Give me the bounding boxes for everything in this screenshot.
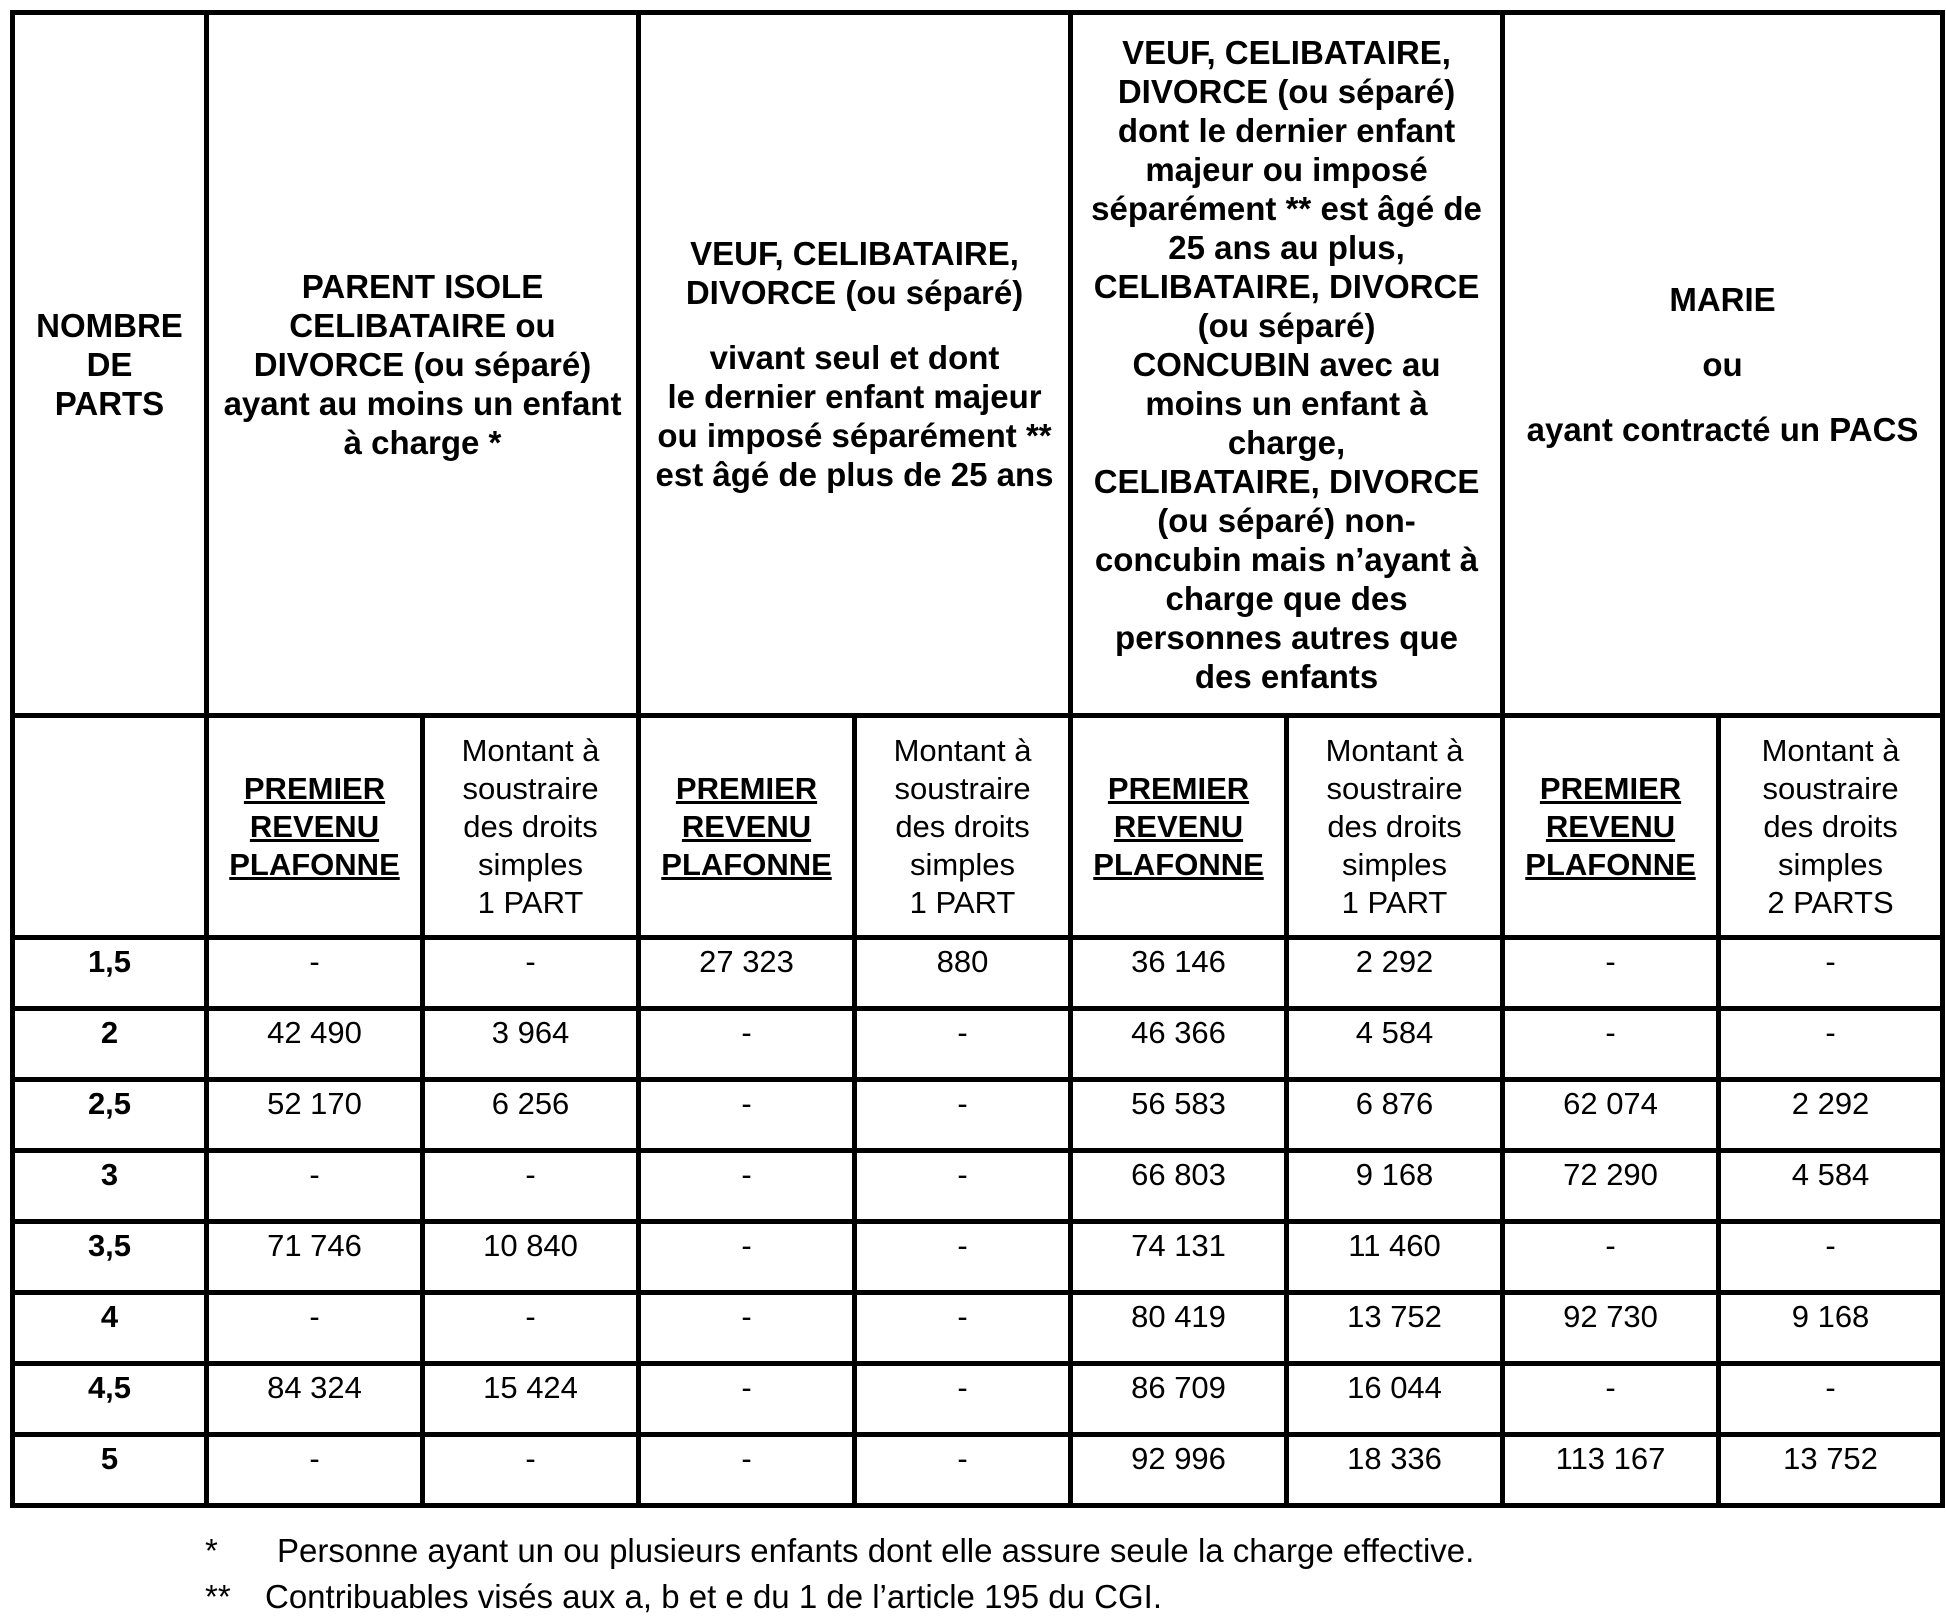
header-nombre-de-parts: NOMBRE DE PARTS (13, 13, 207, 716)
table-cell: - (207, 1435, 423, 1506)
header-line: Montant à (1325, 732, 1464, 768)
header-line: des droits (463, 808, 598, 844)
row-parts-label: 3 (13, 1151, 207, 1222)
header-line: séparément ** est âgé de (1091, 189, 1482, 227)
header-line: soustraire (894, 770, 1031, 806)
header-line: PLAFONNE (1093, 846, 1264, 882)
header-line: PREMIER (1539, 770, 1682, 806)
table-cell: 80 419 (1071, 1293, 1287, 1364)
table-cell: 71 746 (207, 1222, 423, 1293)
table-cell: 6 876 (1287, 1080, 1503, 1151)
header-line: Montant à (461, 732, 600, 768)
table-cell: - (207, 1293, 423, 1364)
table-cell: - (1503, 1222, 1719, 1293)
header-line: REVENU (249, 808, 380, 844)
row-parts-label: 1,5 (13, 938, 207, 1009)
table-cell: - (639, 1293, 855, 1364)
table-cell: 62 074 (1503, 1080, 1719, 1151)
footnotes (205, 1528, 1474, 1620)
header-line: Montant à (893, 732, 1032, 768)
table-cell: 13 752 (1719, 1435, 1943, 1506)
table-cell: - (207, 938, 423, 1009)
header-line: charge, (1227, 423, 1346, 461)
table-cell: 66 803 (1071, 1151, 1287, 1222)
header-line: MARIE (1669, 280, 1776, 318)
header-line: DIVORCE (ou séparé) (253, 345, 592, 383)
table-cell: - (207, 1151, 423, 1222)
table-cell: 13 752 (1287, 1293, 1503, 1364)
subheader-premier-revenu (1503, 716, 1719, 938)
table-cell: - (423, 1293, 639, 1364)
table-cell: 42 490 (207, 1009, 423, 1080)
table-cell: - (639, 1364, 855, 1435)
header-line: ayant contracté un PACS (1526, 410, 1919, 448)
header-line: ou (1702, 345, 1743, 383)
footnote-text: Personne ayant un ou plusieurs enfants dont elle assure seule la charge effective. (277, 1532, 1475, 1569)
row-parts-label: 4 (13, 1293, 207, 1364)
header-line: à charge * (343, 423, 502, 461)
row-parts-label: 3,5 (13, 1222, 207, 1293)
table-cell: 92 730 (1503, 1293, 1719, 1364)
table-cell: - (1503, 938, 1719, 1009)
table-cell: 9 168 (1719, 1293, 1943, 1364)
table-cell: 9 168 (1287, 1151, 1503, 1222)
table-cell: 56 583 (1071, 1080, 1287, 1151)
header-line: 1 PART (477, 884, 584, 920)
header-line: Montant à (1761, 732, 1900, 768)
table-cell: - (1719, 1009, 1943, 1080)
table-row (13, 1151, 1943, 1222)
header-line: soustraire (1762, 770, 1899, 806)
header-line: CELIBATAIRE, DIVORCE (1093, 267, 1480, 305)
table-row (13, 1009, 1943, 1080)
table-cell: - (423, 1151, 639, 1222)
header-line: DIVORCE (ou séparé) (1117, 72, 1456, 110)
table-row (13, 938, 1943, 1009)
header-line: ayant au moins un enfant (223, 384, 622, 422)
subheader-row (13, 716, 1943, 938)
table-cell: - (423, 1435, 639, 1506)
subheader-montant (423, 716, 639, 938)
header-line: 25 ans au plus, (1168, 228, 1405, 266)
header-line: CELIBATAIRE, DIVORCE (1093, 462, 1480, 500)
table-cell: - (639, 1435, 855, 1506)
header-line: le dernier enfant majeur (667, 378, 1042, 415)
header-line: VEUF, CELIBATAIRE, (690, 235, 1019, 272)
header-line: moins un enfant à (1145, 384, 1428, 422)
header-line: REVENU (681, 808, 812, 844)
header-veuf-celibataire-plus-25 (639, 13, 1071, 716)
header-line: CELIBATAIRE ou (289, 306, 556, 344)
table-body (13, 938, 1943, 1506)
table-cell: 18 336 (1287, 1435, 1503, 1506)
header-line: 2 PARTS (1767, 884, 1894, 920)
header-row (13, 13, 1943, 716)
header-line (641, 312, 1068, 338)
table-row (13, 1435, 1943, 1506)
table-cell: 2 292 (1719, 1080, 1943, 1151)
subheader-premier-revenu (639, 716, 855, 938)
header-line: 1 PART (909, 884, 1016, 920)
table-cell: - (1719, 1222, 1943, 1293)
header-line: des droits (1327, 808, 1462, 844)
row-parts-label: 4,5 (13, 1364, 207, 1435)
header-line: charge que des (1165, 579, 1408, 617)
table-cell: 86 709 (1071, 1364, 1287, 1435)
table-cell: 880 (855, 938, 1071, 1009)
header-line: PREMIER (1107, 770, 1250, 806)
header-line: soustraire (1326, 770, 1463, 806)
table-cell: - (855, 1435, 1071, 1506)
table-cell: - (855, 1151, 1071, 1222)
header-line: DIVORCE (ou séparé) (685, 274, 1024, 311)
table-row (13, 1080, 1943, 1151)
table-cell: - (1719, 1364, 1943, 1435)
header-line: REVENU (1113, 808, 1244, 844)
header-line: VEUF, CELIBATAIRE, (1122, 33, 1451, 71)
table-cell: 15 424 (423, 1364, 639, 1435)
table-cell: - (1503, 1009, 1719, 1080)
header-line: PREMIER (675, 770, 818, 806)
header-line: concubin mais n’ayant à (1094, 540, 1479, 578)
subheader-premier-revenu (1071, 716, 1287, 938)
header-line: ou imposé séparément ** (657, 417, 1052, 454)
subheader-empty (13, 716, 207, 938)
header-line: des enfants (1194, 657, 1379, 695)
header-line: des droits (895, 808, 1030, 844)
header-line: dont le dernier enfant (1117, 111, 1456, 149)
table-cell: 10 840 (423, 1222, 639, 1293)
header-line: simples (909, 846, 1016, 882)
table-row (13, 1293, 1943, 1364)
table-cell: - (1719, 938, 1943, 1009)
header-line: PLAFONNE (229, 846, 400, 882)
table-cell: - (1503, 1364, 1719, 1435)
table-cell: 4 584 (1719, 1151, 1943, 1222)
table-cell: 113 167 (1503, 1435, 1719, 1506)
table-cell: - (639, 1151, 855, 1222)
header-line: (ou séparé) non- (1157, 501, 1416, 539)
header-line: 1 PART (1341, 884, 1448, 920)
subheader-montant (855, 716, 1071, 938)
header-line: des droits (1763, 808, 1898, 844)
table-cell: - (423, 938, 639, 1009)
table-cell: - (639, 1222, 855, 1293)
table-cell: 92 996 (1071, 1435, 1287, 1506)
table-cell: 84 324 (207, 1364, 423, 1435)
table-cell: 6 256 (423, 1080, 639, 1151)
table-cell: 16 044 (1287, 1364, 1503, 1435)
subheader-premier-revenu (207, 716, 423, 938)
footnote (205, 1574, 1474, 1620)
row-parts-label: 2 (13, 1009, 207, 1080)
header-line: PLAFONNE (1525, 846, 1696, 882)
table-cell: 36 146 (1071, 938, 1287, 1009)
table-cell: 4 584 (1287, 1009, 1503, 1080)
table-cell: 72 290 (1503, 1151, 1719, 1222)
table-cell: 2 292 (1287, 938, 1503, 1009)
header-line (1505, 384, 1940, 410)
header-parent-isole (207, 13, 639, 716)
header-line: simples (477, 846, 584, 882)
table-cell: 46 366 (1071, 1009, 1287, 1080)
table-cell: 52 170 (207, 1080, 423, 1151)
table-cell: - (639, 1080, 855, 1151)
header-line: simples (1341, 846, 1448, 882)
table-row (13, 1222, 1943, 1293)
header-line: (ou séparé) (1197, 306, 1376, 344)
header-line: vivant seul et dont (709, 339, 1000, 376)
table-cell: - (855, 1222, 1071, 1293)
subheader-montant (1719, 716, 1943, 938)
income-ceiling-table (10, 10, 1945, 1508)
header-marie-pacs (1503, 13, 1943, 716)
table-cell: - (855, 1080, 1071, 1151)
table-cell: 11 460 (1287, 1222, 1503, 1293)
footnote-mark: ** (205, 1578, 231, 1615)
table-cell: 27 323 (639, 938, 855, 1009)
header-line (1505, 319, 1940, 345)
header-line: personnes autres que (1115, 618, 1458, 656)
row-parts-label: 2,5 (13, 1080, 207, 1151)
table-row (13, 1364, 1943, 1435)
header-line: soustraire (462, 770, 599, 806)
table-cell: - (855, 1293, 1071, 1364)
table-cell: 74 131 (1071, 1222, 1287, 1293)
table-cell: - (855, 1364, 1071, 1435)
table-cell: 3 964 (423, 1009, 639, 1080)
header-veuf-celibataire-25-au-plus (1071, 13, 1503, 716)
footnote-text: Contribuables visés aux a, b et e du 1 de l’article 195 du CGI. (265, 1578, 1163, 1615)
header-line: REVENU (1545, 808, 1676, 844)
row-parts-label: 5 (13, 1435, 207, 1506)
table-cell: - (639, 1009, 855, 1080)
header-line: PREMIER (243, 770, 386, 806)
header-line: CONCUBIN avec au (1132, 345, 1441, 383)
header-line: simples (1777, 846, 1884, 882)
subheader-montant (1287, 716, 1503, 938)
header-line: PARENT ISOLE (301, 267, 544, 305)
footnote-mark: * (205, 1532, 218, 1569)
footnote (205, 1528, 1474, 1574)
header-line: majeur ou imposé (1145, 150, 1428, 188)
header-line: PLAFONNE (661, 846, 832, 882)
header-line: est âgé de plus de 25 ans (655, 456, 1054, 493)
table-cell: - (855, 1009, 1071, 1080)
